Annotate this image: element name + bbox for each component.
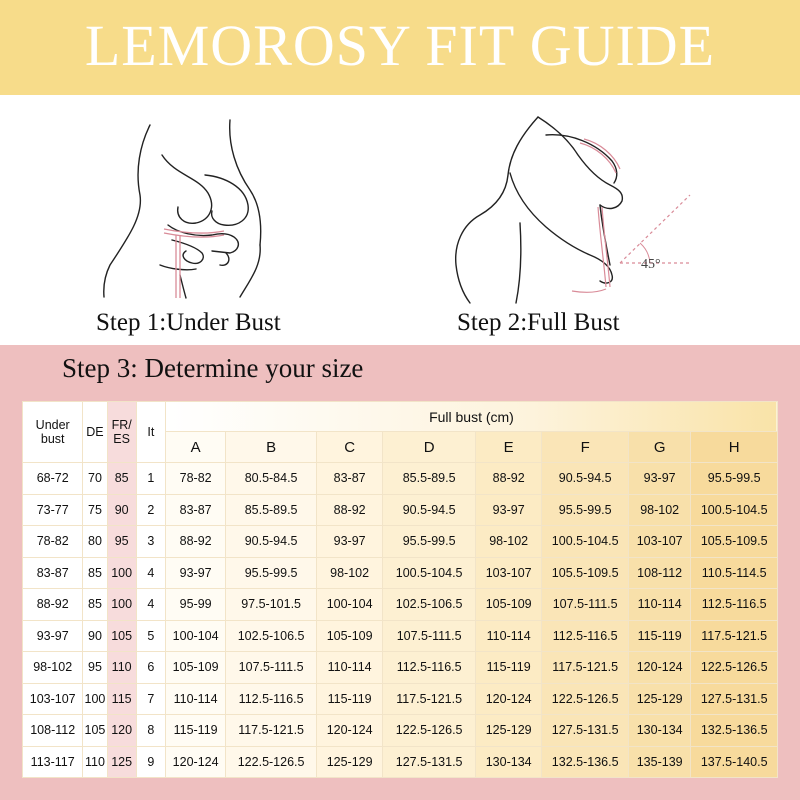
cup-b-cell: 95.5-99.5 — [226, 557, 317, 589]
header-full-bust: Full bust (cm) — [165, 402, 777, 432]
cup-c-cell: 125-129 — [316, 746, 382, 778]
cup-c-cell: 100-104 — [316, 589, 382, 621]
cup-c-cell: 83-87 — [316, 463, 382, 495]
it-cell: 6 — [136, 652, 165, 684]
table-row — [23, 557, 778, 589]
cup-h-cell: 117.5-121.5 — [691, 620, 778, 652]
size-table-body — [23, 463, 778, 778]
cup-b-cell: 102.5-106.5 — [226, 620, 317, 652]
cup-c-cell: 120-124 — [316, 715, 382, 747]
table-row — [23, 620, 778, 652]
table-row — [23, 494, 778, 526]
cup-h-cell: 137.5-140.5 — [691, 746, 778, 778]
fr-es-cell: 110 — [107, 652, 136, 684]
step3-label: Step 3: Determine your size — [62, 353, 364, 383]
cup-b-cell: 117.5-121.5 — [226, 715, 317, 747]
cup-e-cell: 130-134 — [475, 746, 541, 778]
table-row — [23, 652, 778, 684]
under-bust-cell: 103-107 — [23, 683, 83, 715]
table-row — [23, 463, 778, 495]
de-cell: 70 — [83, 463, 107, 495]
cup-f-cell: 95.5-99.5 — [542, 494, 629, 526]
cup-a-cell: 120-124 — [165, 746, 225, 778]
cup-h-cell: 110.5-114.5 — [691, 557, 778, 589]
cup-e-cell: 125-129 — [475, 715, 541, 747]
cup-g-cell: 98-102 — [628, 494, 690, 526]
cup-b-cell: 80.5-84.5 — [226, 463, 317, 495]
cup-e-cell: 103-107 — [475, 557, 541, 589]
header-cup-f: F — [542, 432, 629, 463]
cup-f-cell: 107.5-111.5 — [542, 589, 629, 621]
under-bust-cell: 108-112 — [23, 715, 83, 747]
cup-e-cell: 110-114 — [475, 620, 541, 652]
cup-b-cell: 107.5-111.5 — [226, 652, 317, 684]
cup-c-cell: 88-92 — [316, 494, 382, 526]
cup-d-cell: 122.5-126.5 — [383, 715, 476, 747]
it-cell: 4 — [136, 557, 165, 589]
under-bust-cell: 93-97 — [23, 620, 83, 652]
size-chart-panel — [0, 345, 800, 800]
cup-h-cell: 105.5-109.5 — [691, 526, 778, 558]
cup-g-cell: 135-139 — [628, 746, 690, 778]
cup-f-cell: 105.5-109.5 — [542, 557, 629, 589]
fr-es-cell: 90 — [107, 494, 136, 526]
cup-e-cell: 88-92 — [475, 463, 541, 495]
angle-label: 45° — [641, 257, 661, 272]
header-cup-d: D — [383, 432, 476, 463]
table-row — [23, 526, 778, 558]
cup-g-cell: 103-107 — [628, 526, 690, 558]
fr-es-cell: 120 — [107, 715, 136, 747]
header-cup-c: C — [316, 432, 382, 463]
cup-b-cell: 85.5-89.5 — [226, 494, 317, 526]
cup-d-cell: 117.5-121.5 — [383, 683, 476, 715]
page-title: LEMOROSY FIT GUIDE — [84, 13, 716, 78]
cup-h-cell: 100.5-104.5 — [691, 494, 778, 526]
cup-f-cell: 122.5-126.5 — [542, 683, 629, 715]
cup-c-cell: 93-97 — [316, 526, 382, 558]
cup-g-cell: 125-129 — [628, 683, 690, 715]
cup-g-cell: 130-134 — [628, 715, 690, 747]
cup-f-cell: 132.5-136.5 — [542, 746, 629, 778]
cup-c-cell: 105-109 — [316, 620, 382, 652]
cup-h-cell: 122.5-126.5 — [691, 652, 778, 684]
fr-es-cell: 100 — [107, 557, 136, 589]
cup-a-cell: 88-92 — [165, 526, 225, 558]
fr-es-cell: 95 — [107, 526, 136, 558]
illustration-area — [0, 95, 800, 345]
header-fr-es: FR/ ES — [107, 402, 136, 463]
it-cell: 9 — [136, 746, 165, 778]
it-cell: 4 — [136, 589, 165, 621]
cup-e-cell: 105-109 — [475, 589, 541, 621]
cup-d-cell: 127.5-131.5 — [383, 746, 476, 778]
cup-d-cell: 102.5-106.5 — [383, 589, 476, 621]
under-bust-cell: 73-77 — [23, 494, 83, 526]
cup-f-cell: 100.5-104.5 — [542, 526, 629, 558]
table-row — [23, 746, 778, 778]
it-cell: 5 — [136, 620, 165, 652]
under-bust-illustration — [100, 115, 290, 300]
cup-a-cell: 110-114 — [165, 683, 225, 715]
header-cup-e: E — [475, 432, 541, 463]
cup-e-cell: 98-102 — [475, 526, 541, 558]
de-cell: 85 — [83, 589, 107, 621]
table-row — [23, 683, 778, 715]
cup-g-cell: 110-114 — [628, 589, 690, 621]
cup-d-cell: 112.5-116.5 — [383, 652, 476, 684]
cup-d-cell: 100.5-104.5 — [383, 557, 476, 589]
cup-d-cell: 95.5-99.5 — [383, 526, 476, 558]
cup-a-cell: 115-119 — [165, 715, 225, 747]
cup-f-cell: 90.5-94.5 — [542, 463, 629, 495]
cup-a-cell: 105-109 — [165, 652, 225, 684]
fr-es-cell: 105 — [107, 620, 136, 652]
fr-es-cell: 100 — [107, 589, 136, 621]
it-cell: 3 — [136, 526, 165, 558]
under-bust-cell: 113-117 — [23, 746, 83, 778]
cup-c-cell: 98-102 — [316, 557, 382, 589]
under-bust-cell: 78-82 — [23, 526, 83, 558]
cup-e-cell: 120-124 — [475, 683, 541, 715]
cup-h-cell: 132.5-136.5 — [691, 715, 778, 747]
full-bust-illustration — [450, 115, 700, 305]
fr-es-cell: 125 — [107, 746, 136, 778]
it-cell: 7 — [136, 683, 165, 715]
under-bust-cell: 88-92 — [23, 589, 83, 621]
header-de: DE — [83, 402, 107, 463]
it-cell: 2 — [136, 494, 165, 526]
step2-label: Step 2:Full Bust — [457, 309, 620, 336]
cup-f-cell: 117.5-121.5 — [542, 652, 629, 684]
cup-d-cell: 107.5-111.5 — [383, 620, 476, 652]
title-banner — [0, 0, 800, 95]
cup-b-cell: 90.5-94.5 — [226, 526, 317, 558]
de-cell: 85 — [83, 557, 107, 589]
cup-b-cell: 97.5-101.5 — [226, 589, 317, 621]
de-cell: 110 — [83, 746, 107, 778]
cup-d-cell: 85.5-89.5 — [383, 463, 476, 495]
cup-h-cell: 127.5-131.5 — [691, 683, 778, 715]
cup-d-cell: 90.5-94.5 — [383, 494, 476, 526]
cup-g-cell: 93-97 — [628, 463, 690, 495]
size-table — [22, 401, 778, 778]
cup-e-cell: 93-97 — [475, 494, 541, 526]
cup-a-cell: 100-104 — [165, 620, 225, 652]
cup-g-cell: 115-119 — [628, 620, 690, 652]
de-cell: 90 — [83, 620, 107, 652]
de-cell: 100 — [83, 683, 107, 715]
it-cell: 1 — [136, 463, 165, 495]
header-cup-h: H — [691, 432, 778, 463]
fr-es-cell: 85 — [107, 463, 136, 495]
cup-a-cell: 78-82 — [165, 463, 225, 495]
table-row — [23, 589, 778, 621]
de-cell: 80 — [83, 526, 107, 558]
cup-g-cell: 120-124 — [628, 652, 690, 684]
cup-c-cell: 110-114 — [316, 652, 382, 684]
cup-c-cell: 115-119 — [316, 683, 382, 715]
header-under-bust: Under bust — [23, 402, 83, 463]
cup-h-cell: 95.5-99.5 — [691, 463, 778, 495]
under-bust-cell: 68-72 — [23, 463, 83, 495]
table-row — [23, 715, 778, 747]
cup-e-cell: 115-119 — [475, 652, 541, 684]
cup-a-cell: 95-99 — [165, 589, 225, 621]
cup-b-cell: 112.5-116.5 — [226, 683, 317, 715]
under-bust-cell: 98-102 — [23, 652, 83, 684]
under-bust-cell: 83-87 — [23, 557, 83, 589]
cup-b-cell: 122.5-126.5 — [226, 746, 317, 778]
header-cup-b: B — [226, 432, 317, 463]
step1-label: Step 1:Under Bust — [96, 309, 281, 336]
it-cell: 8 — [136, 715, 165, 747]
cup-g-cell: 108-112 — [628, 557, 690, 589]
header-it: It — [136, 402, 165, 463]
cup-h-cell: 112.5-116.5 — [691, 589, 778, 621]
cup-a-cell: 93-97 — [165, 557, 225, 589]
de-cell: 105 — [83, 715, 107, 747]
cup-a-cell: 83-87 — [165, 494, 225, 526]
de-cell: 75 — [83, 494, 107, 526]
fr-es-cell: 115 — [107, 683, 136, 715]
de-cell: 95 — [83, 652, 107, 684]
cup-f-cell: 127.5-131.5 — [542, 715, 629, 747]
header-cup-a: A — [165, 432, 225, 463]
header-cup-g: G — [628, 432, 690, 463]
cup-f-cell: 112.5-116.5 — [542, 620, 629, 652]
